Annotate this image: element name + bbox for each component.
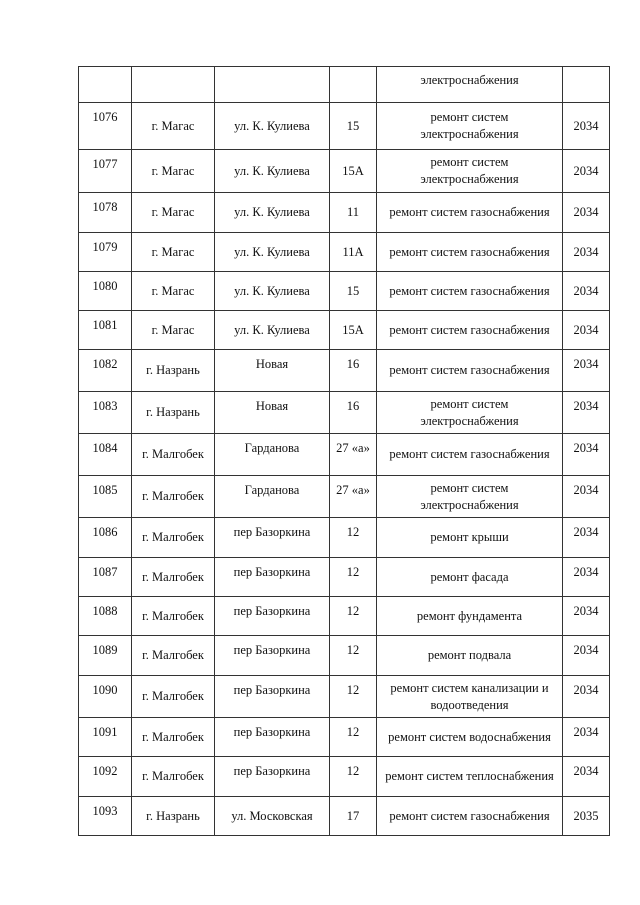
cell-work: ремонт систем газоснабжения <box>377 193 563 233</box>
cell-street: пер Базоркина <box>215 597 330 636</box>
cell-year: 2034 <box>563 272 610 311</box>
cell-num: 1076 <box>79 103 132 150</box>
cell-house <box>330 67 377 103</box>
cell-city: г. Назрань <box>132 350 215 392</box>
table-row <box>79 350 610 392</box>
table-row <box>79 150 610 193</box>
cell-city: г. Малгобек <box>132 558 215 597</box>
cell-year: 2034 <box>563 233 610 272</box>
cell-year: 2034 <box>563 434 610 476</box>
table-row-continuation <box>79 67 610 103</box>
cell-work: ремонт систем газоснабжения <box>377 233 563 272</box>
cell-house: 16 <box>330 392 377 434</box>
document-table <box>78 66 610 836</box>
cell-num: 1082 <box>79 350 132 392</box>
table-row <box>79 476 610 518</box>
cell-num <box>79 67 132 103</box>
cell-city: г. Малгобек <box>132 718 215 757</box>
cell-city: г. Малгобек <box>132 676 215 718</box>
cell-street: ул. К. Кулиева <box>215 233 330 272</box>
cell-street: ул. Московская <box>215 797 330 836</box>
cell-city: г. Малгобек <box>132 757 215 797</box>
cell-city: г. Назрань <box>132 797 215 836</box>
cell-street: пер Базоркина <box>215 518 330 558</box>
cell-num: 1081 <box>79 311 132 350</box>
cell-num: 1086 <box>79 518 132 558</box>
cell-num: 1085 <box>79 476 132 518</box>
cell-city: г. Магас <box>132 103 215 150</box>
cell-street: ул. К. Кулиева <box>215 272 330 311</box>
cell-work: ремонт систем газоснабжения <box>377 350 563 392</box>
cell-city: г. Назрань <box>132 392 215 434</box>
cell-num: 1090 <box>79 676 132 718</box>
cell-num: 1080 <box>79 272 132 311</box>
cell-house: 11 <box>330 193 377 233</box>
cell-work: ремонт фундамента <box>377 597 563 636</box>
cell-year: 2034 <box>563 597 610 636</box>
cell-year: 2034 <box>563 718 610 757</box>
cell-street: пер Базоркина <box>215 676 330 718</box>
cell-year: 2034 <box>563 193 610 233</box>
cell-work: ремонт систем газоснабжения <box>377 272 563 311</box>
table-row <box>79 797 610 836</box>
cell-year: 2034 <box>563 476 610 518</box>
table-row <box>79 597 610 636</box>
cell-house: 12 <box>330 636 377 676</box>
cell-work: ремонт систем электроснабжения <box>377 476 563 518</box>
cell-year: 2034 <box>563 150 610 193</box>
cell-city: г. Магас <box>132 311 215 350</box>
cell-year: 2034 <box>563 103 610 150</box>
cell-work: ремонт фасада <box>377 558 563 597</box>
cell-city: г. Малгобек <box>132 434 215 476</box>
cell-year: 2034 <box>563 636 610 676</box>
cell-street: ул. К. Кулиева <box>215 103 330 150</box>
cell-street: пер Базоркина <box>215 718 330 757</box>
table-row <box>79 558 610 597</box>
cell-num: 1079 <box>79 233 132 272</box>
cell-street: пер Базоркина <box>215 636 330 676</box>
cell-city: г. Магас <box>132 150 215 193</box>
table-row <box>79 636 610 676</box>
cell-house: 12 <box>330 558 377 597</box>
cell-work: ремонт систем газоснабжения <box>377 797 563 836</box>
table-row <box>79 233 610 272</box>
cell-year: 2034 <box>563 518 610 558</box>
table-body <box>79 67 610 836</box>
cell-num: 1077 <box>79 150 132 193</box>
cell-city <box>132 67 215 103</box>
cell-street: пер Базоркина <box>215 757 330 797</box>
cell-house: 15 <box>330 103 377 150</box>
cell-house: 15 <box>330 272 377 311</box>
cell-work: ремонт систем электроснабжения <box>377 103 563 150</box>
cell-work: ремонт систем канализации и водоотведения <box>377 676 563 718</box>
cell-house: 11А <box>330 233 377 272</box>
cell-num: 1078 <box>79 193 132 233</box>
cell-house: 17 <box>330 797 377 836</box>
cell-street: Гарданова <box>215 434 330 476</box>
cell-house: 12 <box>330 597 377 636</box>
cell-house: 15А <box>330 150 377 193</box>
cell-house: 12 <box>330 757 377 797</box>
cell-year: 2034 <box>563 350 610 392</box>
cell-year <box>563 67 610 103</box>
cell-city: г. Малгобек <box>132 597 215 636</box>
table-row <box>79 676 610 718</box>
cell-num: 1092 <box>79 757 132 797</box>
cell-num: 1093 <box>79 797 132 836</box>
cell-street: Новая <box>215 392 330 434</box>
cell-num: 1091 <box>79 718 132 757</box>
cell-num: 1084 <box>79 434 132 476</box>
cell-work: ремонт систем газоснабжения <box>377 311 563 350</box>
cell-work: ремонт систем электроснабжения <box>377 392 563 434</box>
table-row <box>79 311 610 350</box>
cell-street: ул. К. Кулиева <box>215 193 330 233</box>
cell-work: ремонт систем теплоснабжения <box>377 757 563 797</box>
cell-year: 2034 <box>563 676 610 718</box>
cell-house: 12 <box>330 718 377 757</box>
cell-city: г. Малгобек <box>132 636 215 676</box>
cell-house: 27 «а» <box>330 434 377 476</box>
cell-house: 15А <box>330 311 377 350</box>
cell-year: 2034 <box>563 311 610 350</box>
table-row <box>79 518 610 558</box>
cell-year: 2034 <box>563 392 610 434</box>
cell-street: ул. К. Кулиева <box>215 311 330 350</box>
table-row <box>79 757 610 797</box>
cell-num: 1083 <box>79 392 132 434</box>
cell-street: Новая <box>215 350 330 392</box>
cell-work: ремонт систем электроснабжения <box>377 150 563 193</box>
cell-work: ремонт подвала <box>377 636 563 676</box>
table-row <box>79 193 610 233</box>
cell-city: г. Магас <box>132 272 215 311</box>
cell-work: ремонт крыши <box>377 518 563 558</box>
cell-street <box>215 67 330 103</box>
cell-num: 1089 <box>79 636 132 676</box>
cell-house: 16 <box>330 350 377 392</box>
cell-work: электроснабжения <box>377 67 563 103</box>
cell-num: 1087 <box>79 558 132 597</box>
cell-num: 1088 <box>79 597 132 636</box>
cell-year: 2034 <box>563 558 610 597</box>
table-row <box>79 434 610 476</box>
table-row <box>79 272 610 311</box>
table-row <box>79 392 610 434</box>
cell-city: г. Малгобек <box>132 518 215 558</box>
table-row <box>79 103 610 150</box>
cell-house: 27 «а» <box>330 476 377 518</box>
cell-street: пер Базоркина <box>215 558 330 597</box>
table-row <box>79 718 610 757</box>
cell-work: ремонт систем газоснабжения <box>377 434 563 476</box>
cell-street: Гарданова <box>215 476 330 518</box>
cell-city: г. Малгобек <box>132 476 215 518</box>
cell-work: ремонт систем водоснабжения <box>377 718 563 757</box>
cell-house: 12 <box>330 518 377 558</box>
cell-year: 2034 <box>563 757 610 797</box>
cell-city: г. Магас <box>132 233 215 272</box>
cell-year: 2035 <box>563 797 610 836</box>
cell-street: ул. К. Кулиева <box>215 150 330 193</box>
cell-city: г. Магас <box>132 193 215 233</box>
cell-house: 12 <box>330 676 377 718</box>
